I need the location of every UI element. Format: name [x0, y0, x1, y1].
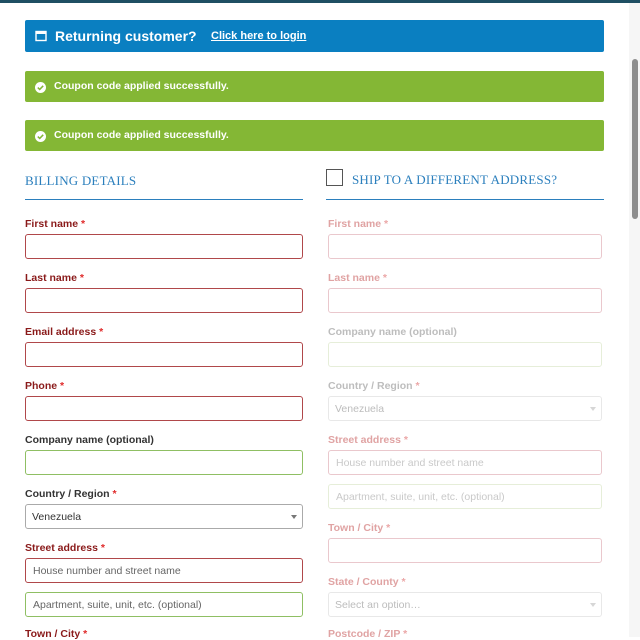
billing-company-label: Company name (optional): [25, 434, 154, 446]
billing-email-label: Email address *: [25, 326, 104, 338]
ship-different-checkbox[interactable]: [326, 169, 343, 186]
billing-company-input[interactable]: [25, 450, 303, 475]
coupon-notice: [25, 120, 604, 151]
billing-last-name-input[interactable]: [25, 288, 303, 313]
shipping-last-name-input[interactable]: [328, 288, 602, 313]
shipping-first-name-label: First name *: [328, 218, 389, 230]
shipping-street2-input[interactable]: [328, 484, 602, 509]
shipping-country-select[interactable]: [328, 396, 602, 421]
billing-phone-input[interactable]: [25, 396, 303, 421]
shipping-town-input[interactable]: [328, 538, 602, 563]
shipping-company-input[interactable]: [328, 342, 602, 367]
shipping-town-label: Town / City *: [328, 522, 391, 534]
scrollbar-thumb[interactable]: [632, 59, 638, 219]
chevron-down-icon: [291, 515, 297, 519]
chevron-down-icon: [590, 603, 596, 607]
shipping-heading-rule: [326, 199, 604, 200]
billing-street-label: Street address *: [25, 542, 105, 554]
coupon-notice: [25, 71, 604, 102]
billing-street-placeholder: House number and street name: [33, 565, 181, 577]
window-icon: [35, 29, 47, 47]
shipping-postcode-label: Postcode / ZIP *: [328, 628, 408, 640]
shipping-street-placeholder: House number and street name: [336, 457, 484, 469]
check-circle-icon: [35, 129, 46, 147]
billing-town-label: Town / City *: [25, 628, 88, 640]
shipping-street2-placeholder: Apartment, suite, unit, etc. (optional): [336, 491, 505, 503]
shipping-state-label: State / County *: [328, 576, 406, 588]
shipping-heading: SHIP TO A DIFFERENT ADDRESS?: [352, 172, 558, 187]
billing-country-select[interactable]: [25, 504, 303, 529]
billing-heading-rule: [25, 199, 303, 200]
check-circle-icon: [35, 80, 46, 98]
coupon-notice-text: Coupon code applied successfully.: [54, 129, 229, 141]
billing-phone-label: Phone *: [25, 380, 65, 392]
shipping-street-input[interactable]: [328, 450, 602, 475]
billing-first-name-input[interactable]: [25, 234, 303, 259]
billing-first-name-label: First name *: [25, 218, 86, 230]
login-link[interactable]: Click here to login: [211, 30, 307, 42]
billing-country-value: Venezuela: [32, 511, 82, 523]
chevron-down-icon: [590, 407, 596, 411]
shipping-country-value: Venezuela: [335, 403, 385, 415]
shipping-street-label: Street address *: [328, 434, 408, 446]
coupon-notice-text: Coupon code applied successfully.: [54, 80, 229, 92]
page-scrollbar[interactable]: [629, 3, 640, 637]
login-banner: [25, 20, 604, 52]
billing-heading: BILLING DETAILS: [25, 173, 137, 188]
billing-street2-input[interactable]: [25, 592, 303, 617]
shipping-state-select[interactable]: [328, 592, 602, 617]
shipping-last-name-label: Last name *: [328, 272, 387, 284]
billing-street-input[interactable]: [25, 558, 303, 583]
billing-last-name-label: Last name *: [25, 272, 84, 284]
shipping-country-label: Country / Region *: [328, 380, 420, 392]
shipping-company-label: Company name (optional): [328, 326, 457, 338]
shipping-first-name-input[interactable]: [328, 234, 602, 259]
billing-email-input[interactable]: [25, 342, 303, 367]
top-border: [0, 0, 640, 3]
billing-country-label: Country / Region *: [25, 488, 117, 500]
login-banner-title: Returning customer?: [55, 28, 197, 44]
billing-street2-placeholder: Apartment, suite, unit, etc. (optional): [33, 599, 202, 611]
shipping-state-placeholder: Select an option…: [335, 599, 421, 611]
